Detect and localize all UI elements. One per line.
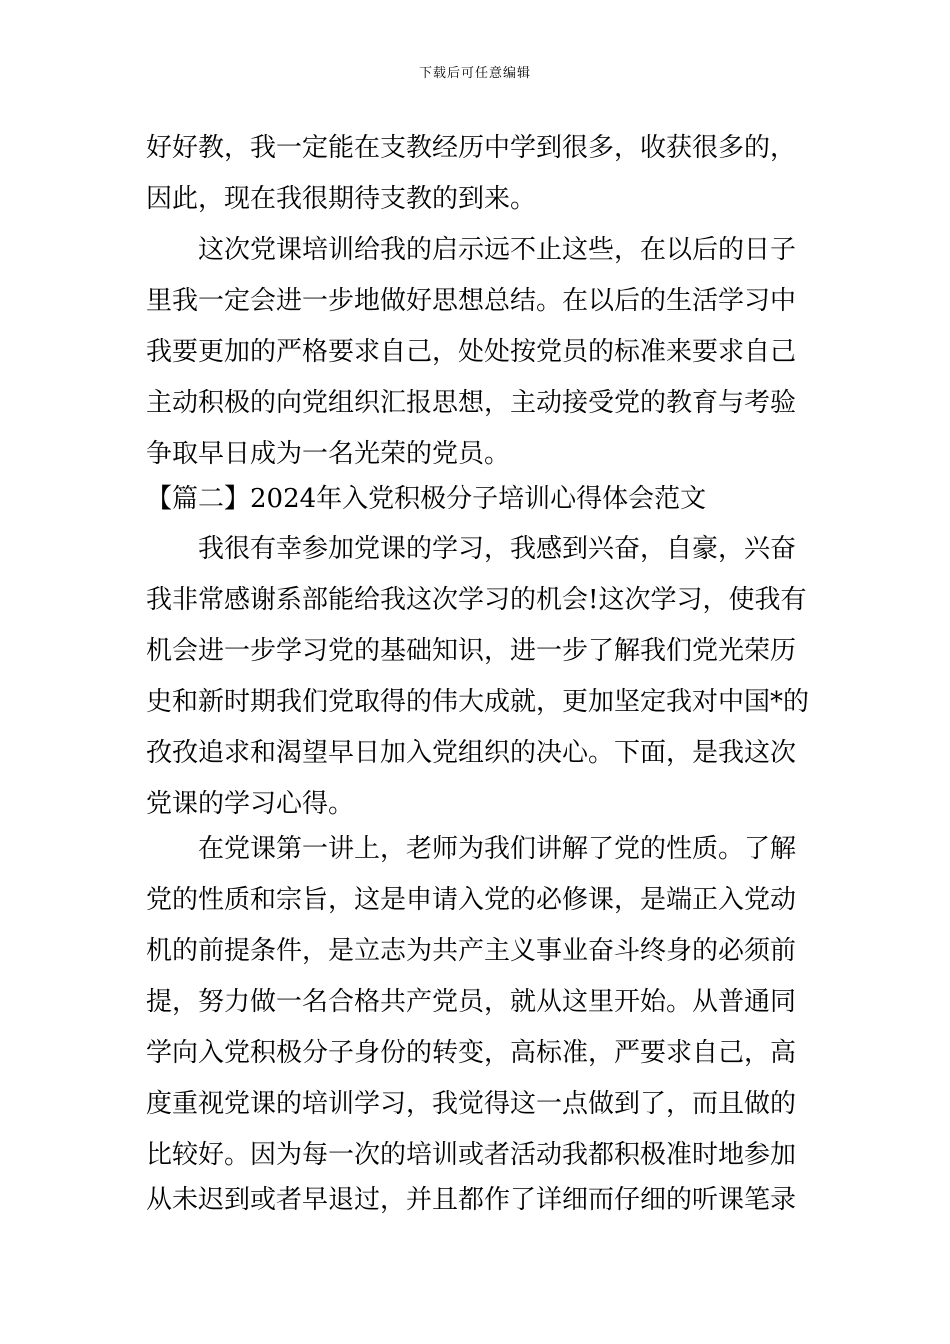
text-line: 因此，现在我很期待支教的到来。 — [146, 184, 537, 214]
text-line: 争取早日成为一名光荣的党员。 — [146, 439, 511, 469]
text-line: 孜孜追求和渴望早日加入党组织的决心。下面，是我这次 — [146, 738, 797, 768]
text-line: 在党课第一讲上，老师为我们讲解了党的性质。了解 — [146, 834, 797, 864]
text-line: 史和新时期我们党取得的伟大成就，更加坚定我对中国*的 — [146, 687, 810, 717]
text-line: 我很有幸参加党课的学习，我感到兴奋，自豪，兴奋 — [146, 534, 797, 564]
text-line: 这次党课培训给我的启示远不止这些，在以后的日子 — [146, 235, 797, 265]
text-line: 我要更加的严格要求自己，处处按党员的标准来要求自己 — [146, 337, 797, 367]
page-header-note: 下载后可任意编辑 — [418, 66, 531, 81]
text-line: 比较好。因为每一次的培训或者活动我都积极准时地参加 — [146, 1140, 797, 1170]
text-line: 机会进一步学习党的基础知识，进一步了解我们党光荣历 — [146, 636, 797, 666]
section-heading: 【篇二】2024年入党积极分子培训心得体会范文 — [146, 484, 707, 514]
text-line: 度重视党课的培训学习，我觉得这一点做到了，而且做的 — [146, 1089, 797, 1119]
text-line: 学向入党积极分子身份的转变，高标准，严要求自己，高 — [146, 1038, 797, 1068]
text-line: 里我一定会进一步地做好思想总结。在以后的生活学习中 — [146, 286, 797, 316]
text-line: 好好教，我一定能在支教经历中学到很多，收获很多的， — [146, 133, 797, 163]
text-line: 党课的学习心得。 — [146, 789, 355, 819]
text-line: 机的前提条件，是立志为共产主义事业奋斗终身的必须前 — [146, 936, 797, 966]
text-line: 提，努力做一名合格共产党员，就从这里开始。从普通同 — [146, 987, 797, 1017]
text-line: 我非常感谢系部能给我这次学习的机会!这次学习，使我有 — [146, 585, 807, 615]
text-line: 党的性质和宗旨，这是申请入党的必修课，是端正入党动 — [146, 885, 797, 915]
text-line: 从未迟到或者早退过，并且都作了详细而仔细的听课笔录 — [146, 1185, 797, 1215]
text-line: 主动积极的向党组织汇报思想，主动接受党的教育与考验 — [146, 388, 797, 418]
